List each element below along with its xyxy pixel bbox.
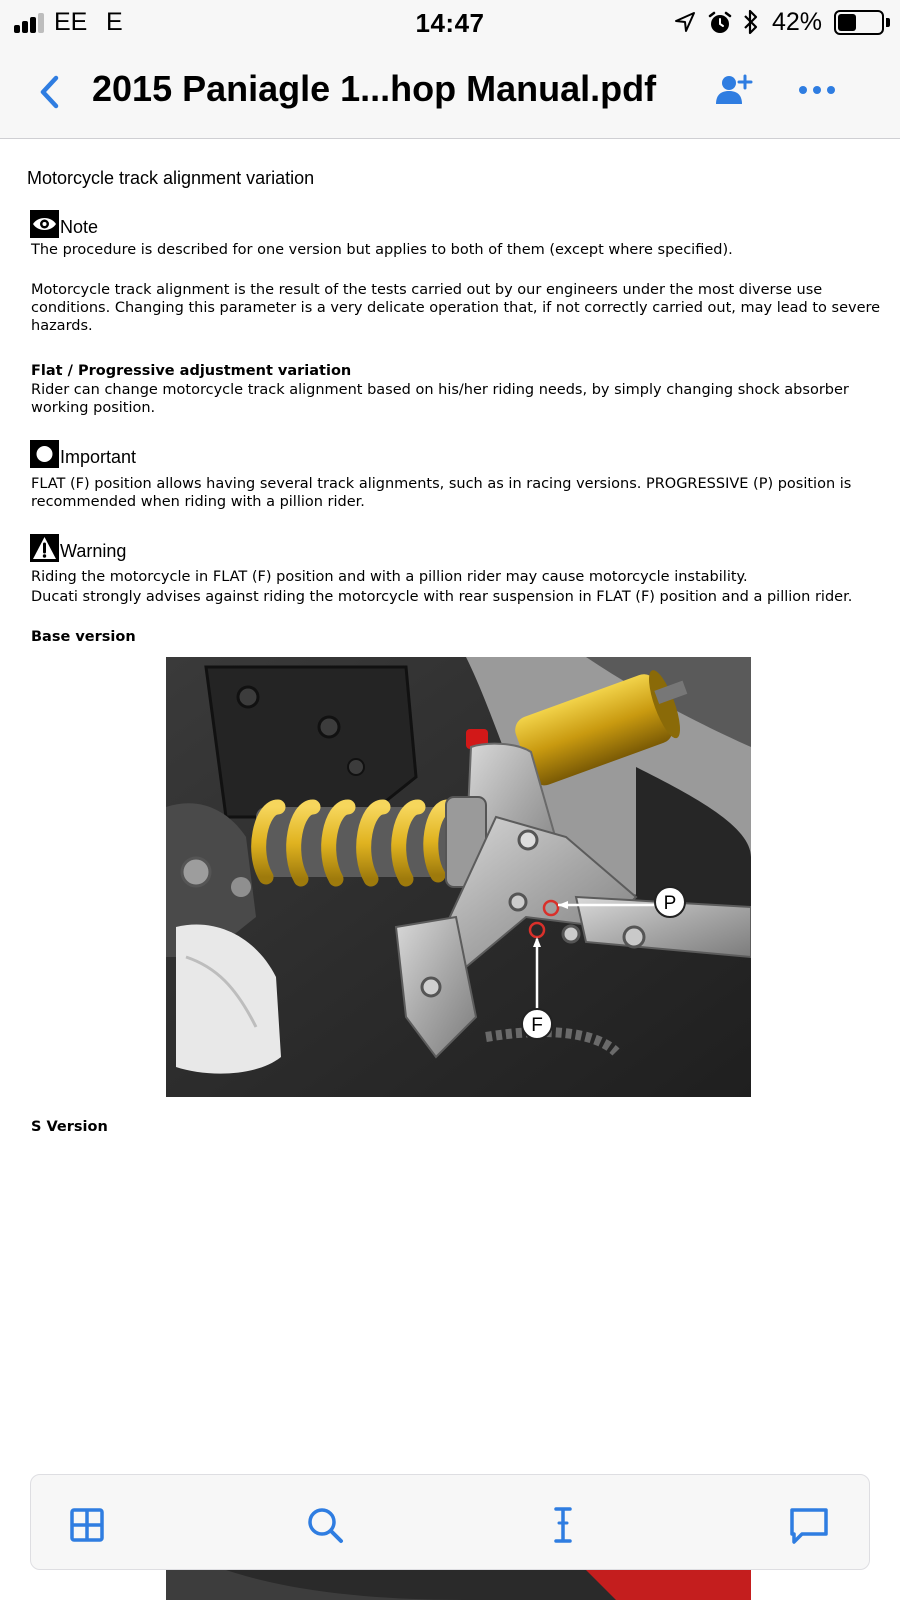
- figure-label-f: F: [531, 1015, 543, 1036]
- important-text: FLAT (F) position allows having several track alignments, such as in racing versions. PROGRESSIVE (P) position is recommended when riding with a pillion rider.: [31, 476, 852, 510]
- note-label: Note: [60, 217, 99, 237]
- warning-line-1: Riding the motorcycle in FLAT (F) position and with a pillion rider may cause motorcycle instability.: [31, 569, 748, 585]
- note-callout: [30, 210, 98, 238]
- battery-level: [838, 14, 856, 31]
- warning-label: Warning: [60, 541, 127, 561]
- base-version-heading: Base version: [31, 629, 136, 645]
- back-chevron-icon[interactable]: [36, 74, 66, 110]
- note-text: The procedure is described for one version but applies to both of them (except where specified).: [31, 242, 733, 258]
- status-bar: [0, 0, 900, 46]
- battery-icon: [834, 10, 884, 35]
- warning-line-2: Ducati strongly advises against riding the motorcycle with rear suspension in FLAT (F) position and a pillion rider.: [31, 589, 853, 605]
- network-type: E: [106, 8, 123, 36]
- thumbnails-grid-icon[interactable]: [65, 1503, 109, 1547]
- alarm-icon: [708, 11, 732, 35]
- location-arrow-icon: [674, 11, 696, 33]
- carrier-name: EE: [54, 8, 88, 36]
- bluetooth-icon: [742, 9, 760, 35]
- comment-icon[interactable]: [787, 1503, 831, 1547]
- intro-paragraph: Motorcycle track alignment is the result of the tests carried out by our engineers under the most diverse use conditions. Changing this parameter is a very delicate operation that, if not correctly carried out, may lead to severe hazards.: [31, 282, 881, 334]
- important-callout: [30, 440, 136, 468]
- flat-progressive-text: Rider can change motorcycle track alignment based on his/her riding needs, by simply changing shock absorber working position.: [31, 382, 849, 416]
- suspension-photo: [166, 657, 751, 1097]
- status-time: 14:47: [415, 8, 485, 38]
- important-icon: [30, 440, 59, 468]
- warning-triangle-icon: [30, 534, 59, 562]
- flat-progressive-heading: Flat / Progressive adjustment variation: [31, 363, 352, 379]
- figure-label-p: P: [663, 893, 677, 914]
- more-icon[interactable]: [798, 84, 836, 96]
- warning-callout: [30, 534, 126, 562]
- nav-bar: [0, 46, 900, 139]
- text-cursor-icon[interactable]: [541, 1503, 585, 1547]
- pdf-page[interactable]: [0, 140, 900, 1480]
- next-page-preview: [166, 1570, 751, 1600]
- battery-tip: [886, 18, 890, 27]
- add-person-icon[interactable]: [714, 72, 754, 108]
- page-heading: Motorcycle track alignment variation: [27, 168, 315, 188]
- bottom-toolbar: [30, 1474, 870, 1570]
- s-version-heading: S Version: [31, 1119, 108, 1135]
- document-title: 2015 Paniagle 1...hop Manual.pdf: [92, 68, 657, 109]
- battery-percent: 42%: [772, 8, 823, 36]
- search-icon[interactable]: [303, 1503, 347, 1547]
- important-label: Important: [60, 447, 137, 467]
- eye-icon: [30, 210, 59, 238]
